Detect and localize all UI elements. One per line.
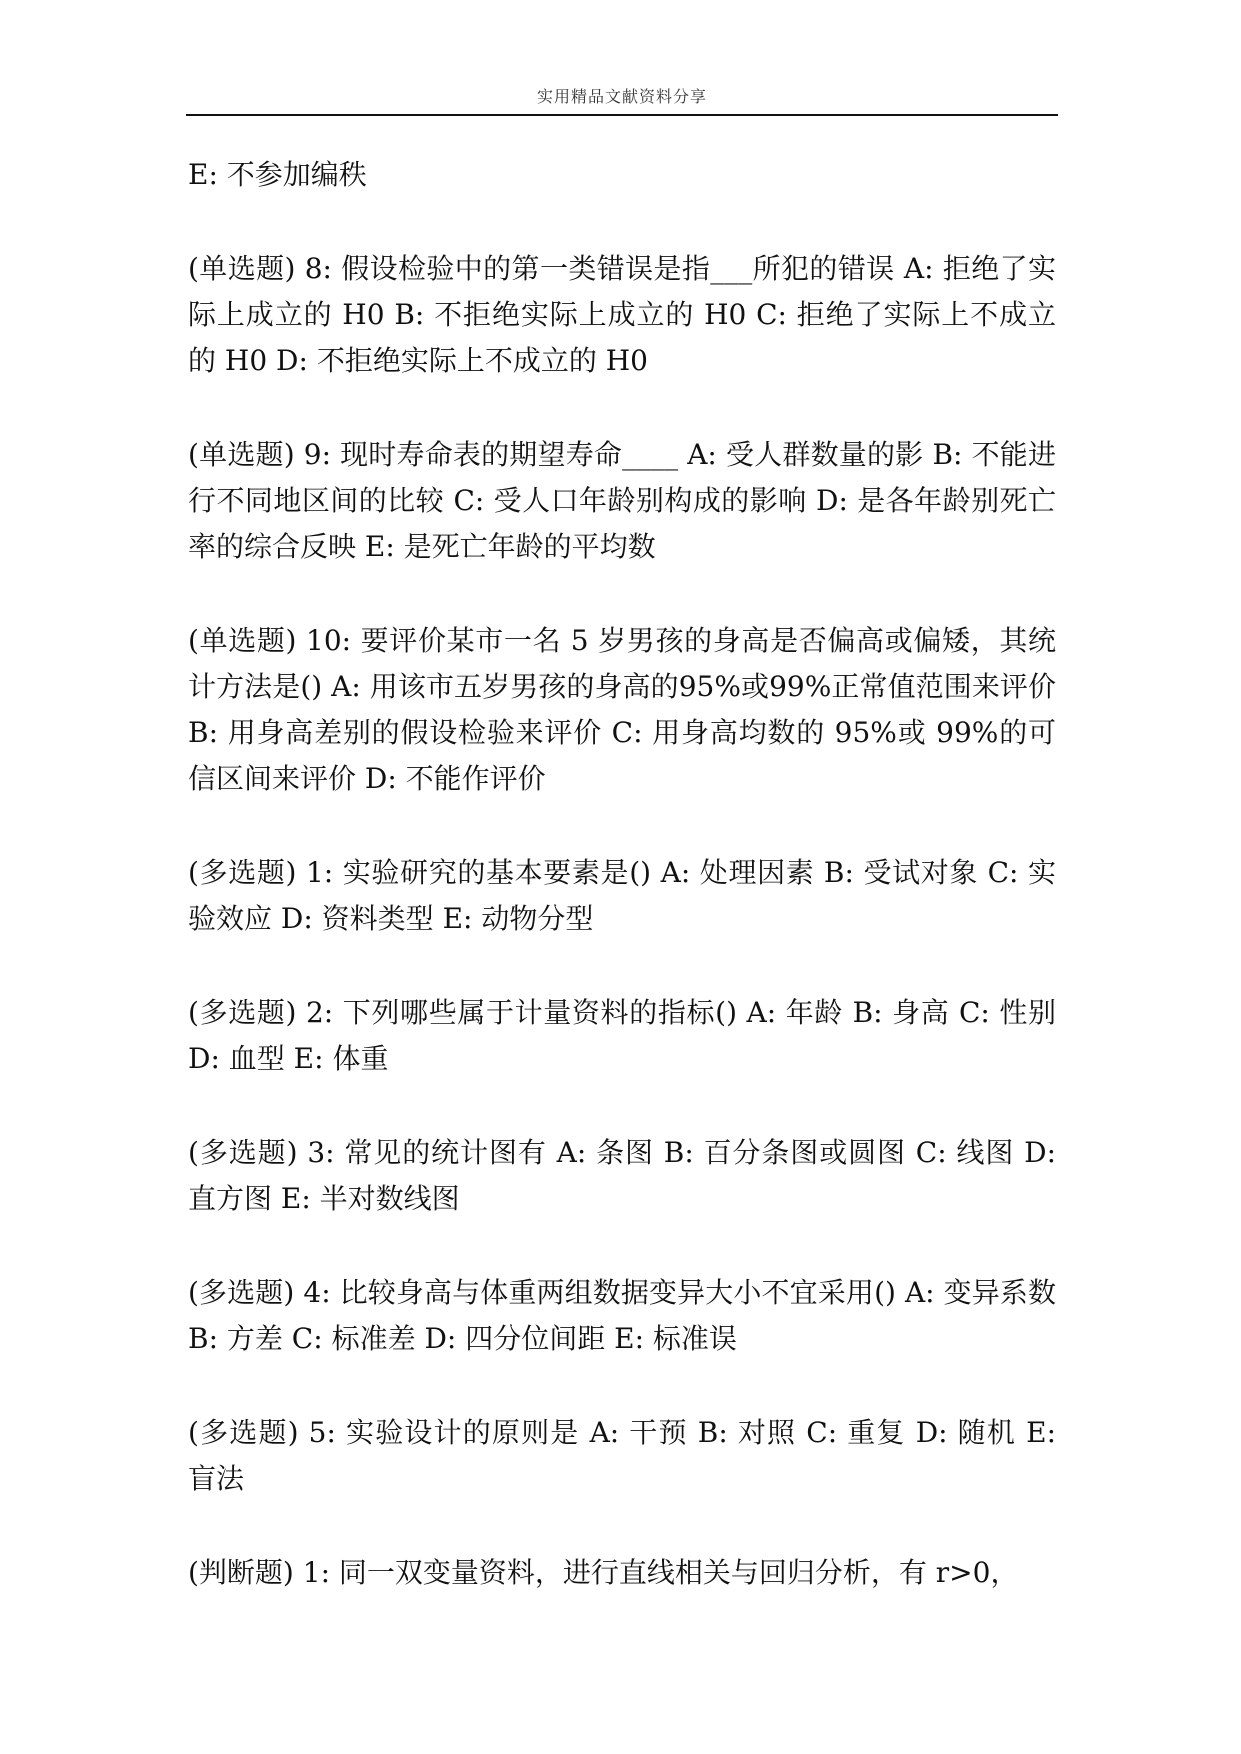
question-true-false-1: (判断题) 1: 同一双变量资料，进行直线相关与回归分析，有 r>0， xyxy=(188,1556,1019,1589)
question-multi-choice-5: (多选题) 5: 实验设计的原则是 A: 干预 B: 对照 C: 重复 D: 随机 E: 盲法 xyxy=(188,1416,1056,1495)
header-divider xyxy=(186,114,1058,116)
question-multi-choice-3: (多选题) 3: 常见的统计图有 A: 条图 B: 百分条图或圆图 C: 线图 D: 直方图 E: 半对数线图 xyxy=(188,1136,1056,1215)
question-multi-choice-1: (多选题) 1: 实验研究的基本要素是() A: 处理因素 B: 受试对象 C: 实验效应 D: 资料类型 E: 动物分型 xyxy=(188,856,1056,935)
question-multi-choice-4: (多选题) 4: 比较身高与体重两组数据变异大小不宜采用() A: 变异系数 B: 方差 C: 标准差 D: 四分位间距 E: 标准误 xyxy=(188,1276,1056,1355)
question-single-choice-10: (单选题) 10: 要评价某市一名 5 岁男孩的身高是否偏高或偏矮，其统计方法是() A: 用该市五岁男孩的身高的95%或99%正常值范围来评价 B: 用身高差别的假设检验来评价 C: 用身高均数的 95%或 99%的可信区间来评价 D: 不能作评价 xyxy=(188,624,1056,795)
answer-option-continuation: E: 不参加编秩 xyxy=(188,158,367,191)
question-single-choice-9: (单选题) 9: 现时寿命表的期望寿命____ A: 受人群数量的影 B: 不能进行不同地区间的比较 C: 受人口年龄别构成的影响 D: 是各年龄别死亡率的综合反映 E: 是死亡年龄的平均数 xyxy=(188,438,1056,563)
question-single-choice-8: (单选题) 8: 假设检验中的第一类错误是指___所犯的错误 A: 拒绝了实际上成立的 H0 B: 不拒绝实际上成立的 H0 C: 拒绝了实际上不成立的 H0 D: 不拒绝实际上不成立的 H0 xyxy=(188,252,1056,377)
page-header-title: 实用精品文献资料分享 xyxy=(536,87,707,106)
question-multi-choice-2: (多选题) 2: 下列哪些属于计量资料的指标() A: 年龄 B: 身高 C: 性别 D: 血型 E: 体重 xyxy=(188,996,1056,1075)
document-body xyxy=(188,152,1056,1644)
